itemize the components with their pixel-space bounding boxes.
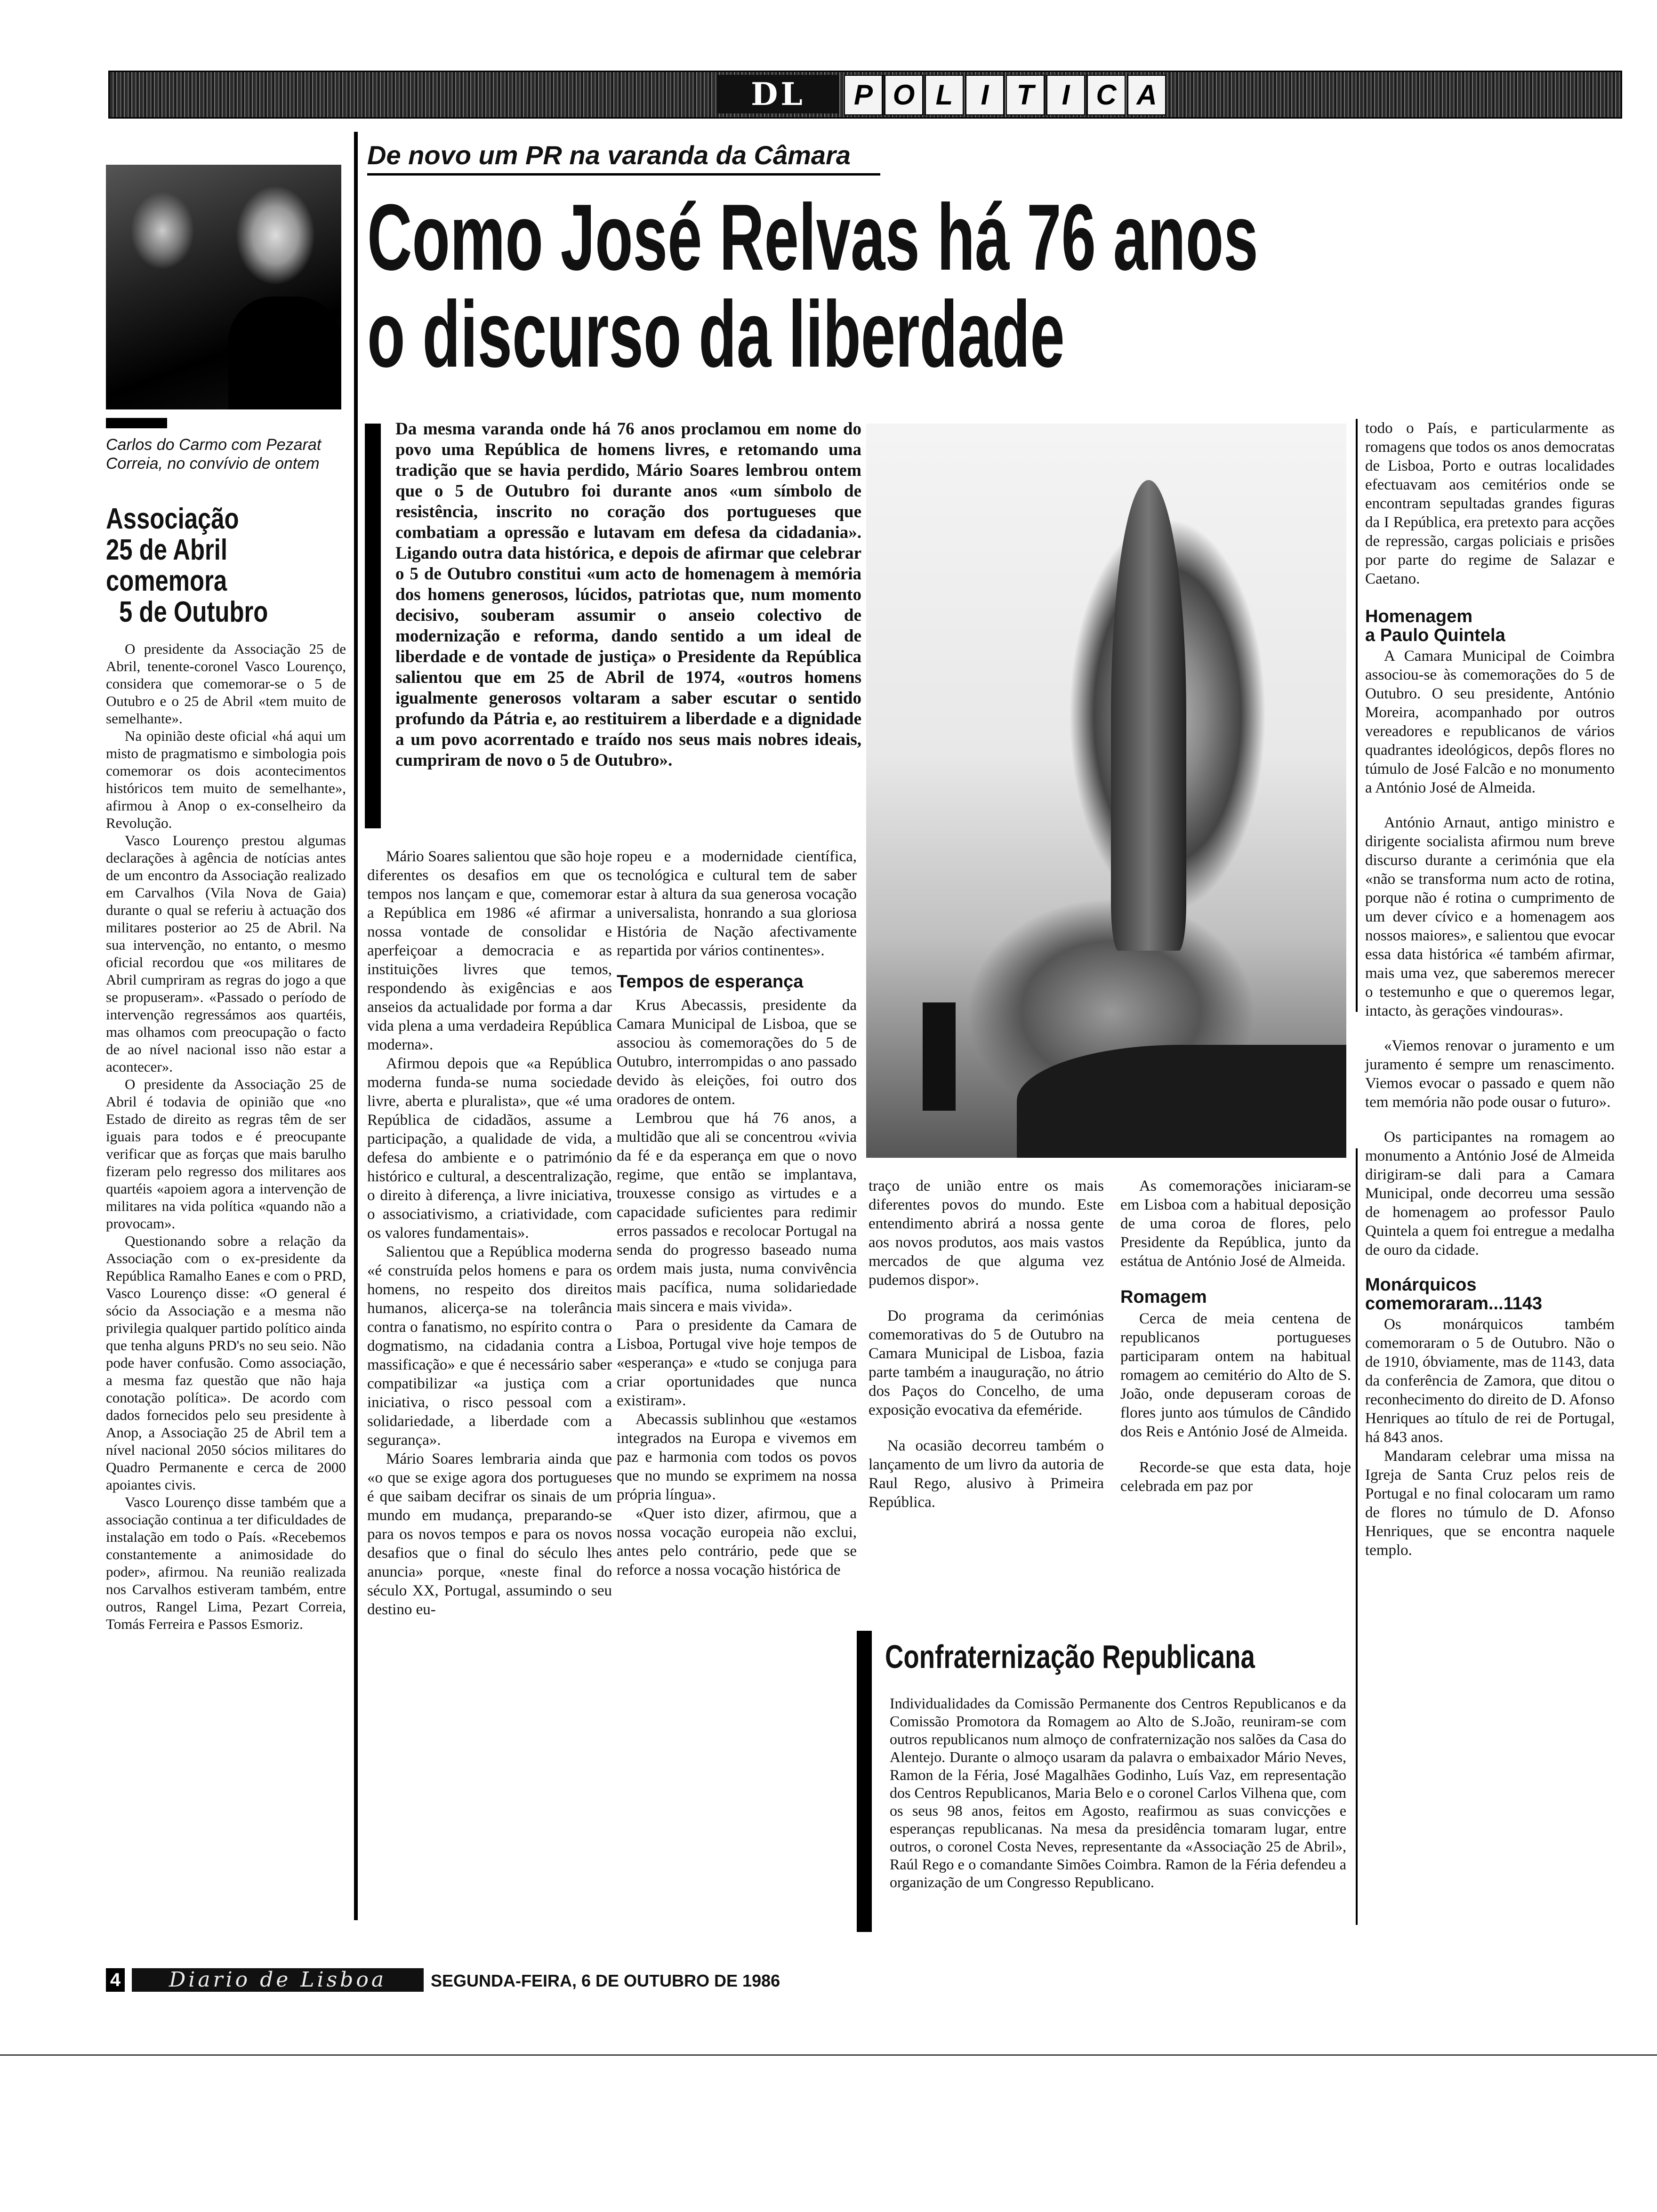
column-rule — [354, 132, 358, 1920]
subheading: Tempos de esperança — [617, 972, 804, 992]
paragraph: Do programa da cerimónias comemorativas do 5 de Outubro na Camara Municipal de Lisboa, fazia parte também a inauguração, no átrio dos Paços do Concelho, de uma exposição evocativa da efeméride. — [869, 1307, 1104, 1419]
section-letter: O — [885, 75, 923, 115]
paragraph: Questionando sobre a relação da Associação com o ex-presidente da República Ramalho Eanes e com o PRD, Vasco Lourenço disse: «O general é sócio da Associação e a mesma não privilegia qualquer partido político ainda que tenha alguns PRD's no seu seio. Não pode haver confusão. Como associação, a mesma faz questão que não haja conotação política». De acordo com dados fornecidos pelo seu presidente à Anop, a Associação 25 de Abril tem a nível nacional 2050 sócios militares do Quadro Permanente e cerca de 2000 apoiantes civis. — [106, 1233, 346, 1493]
subheading: Romagem — [1120, 1287, 1207, 1307]
paragraph: Afirmou depois que «a República moderna funda-se numa sociedade livre, aberta e pluralista», que «é uma República de cidadãos, assume a participação, a qualidade de vida, a defesa do ambiente e o património histórico e cultural, a descentralização, o direito à diferença, a livre iniciativa, o associativismo, a criatividade, com os valores fundamentais». — [367, 1055, 612, 1242]
page-number: 4 — [106, 1968, 125, 1992]
paragraph: As comemorações iniciaram-se em Lisboa com a habitual deposição de uma coroa de flores, pelo Presidente da República, junto da estátua de António José de Almeida. — [1120, 1178, 1351, 1270]
box-bar — [857, 1631, 872, 1932]
headline-line-1: Como José Relvas há 76 anos — [367, 185, 1258, 290]
column-rule — [1356, 419, 1358, 1012]
paper-name: Diario de Lisboa — [132, 1968, 424, 1992]
issue-date: SEGUNDA-FEIRA, 6 DE OUTUBRO DE 1986 — [431, 1971, 780, 1990]
subheading: Homenagem — [1365, 607, 1473, 626]
paragraph: António Arnaut, antigo ministro e dirigente socialista afirmou num breve discurso durante a cerimónia que ela «não se transforma num acto de rotina, porque não é rotina o cumprimento de um dever cívico e a homenagem aos nossos maiores», e salientou que evocar essa data histórica «é também afirmar, mais uma vez, que saberemos merecer o testemunho e que o queremos legar, intacto, às gerações vindouras». — [1365, 814, 1615, 1019]
sidebar-title-line: 25 de Abril — [106, 534, 228, 566]
photo-carlos-do-carmo — [106, 165, 341, 409]
headline-line-2: o discurso da liberdade — [367, 282, 1065, 387]
paragraph: Recorde-se que esta data, hoje celebrada em paz por — [1120, 1459, 1351, 1495]
subheading: Monárquicos — [1365, 1275, 1477, 1295]
sidebar-title-line: Associação — [106, 503, 239, 535]
section-letter: C — [1087, 75, 1126, 115]
paragraph: A Camara Municipal de Coimbra associou-se às comemorações do 5 de Outubro. O seu presidente, António Moreira, acompanhado por outros vereadores e republicanos de vários quadrantes ideológicos, depôs flores no túmulo de José Falcão e no monumento a António José de Almeida. — [1365, 648, 1615, 796]
paragraph: ropeu e a modernidade científica, tecnológica e cultural tem de saber estar à altura da sua generosa vocação universalista, honrando a sua gloriosa História de Nação afectivamente repartida por vários continentes». — [617, 848, 857, 959]
paragraph: Vasco Lourenço prestou algumas declarações à agência de notícias antes de um encontro da Associação realizado em Carvalhos (Vila Nova de Gaia) durante o qual se referiu à actuação dos militares posterior ao 25 de Abril. Na sua intervenção, no entanto, o mesmo oficial recordou que «os militares de Abril cumpriram as regras do jogo a que se propuseram». «Passado o período de intervenção regressámos aos quartéis, mas olhamos com preocupação o facto de ao nível nacional isso não estar a acontecer». — [106, 832, 346, 1075]
subheading: comemoraram...1143 — [1365, 1294, 1543, 1314]
paragraph: Os monárquicos também comemoraram o 5 de Outubro. Não o de 1910, óbviamente, mas de 1143, data da conferência de Zamora, que ditou o reconhecimento do direito de D. Afonso Henriques ao título de rei de Portugal, há 843 anos. — [1365, 1316, 1615, 1446]
paragraph: Na ocasião decorreu também o lançamento de um livro da autoria de Raul Rego, alusivo à Primeira República. — [869, 1437, 1104, 1511]
sidebar-title-line: comemora — [106, 565, 227, 597]
section-letter: T — [1006, 75, 1045, 115]
page-bottom-rule — [0, 2054, 1657, 2056]
paragraph: Salientou que a República moderna «é construída pelos homens e para os homens, no respeito dos direitos humanos, alicerça-se na tolerância contra o fanatismo, no espírito contra o dogmatismo, na cidadania contra a massificação» e que é necessário saber compatibilizar «a justiça com a iniciativa, o risco pessoal com a solidariedade, a liberdade com a segurança». — [367, 1243, 612, 1449]
paragraph: traço de união entre os mais diferentes povos do mundo. Este entendimento abrirá a nossa gente aos novos produtos, aos mais vastos mercados de que alguma vez pudemos dispor». — [869, 1178, 1104, 1289]
paragraph: «Quer isto dizer, afirmou, que a nossa vocação europeia não exclui, antes pelo contrário, pede que se reforce a nossa vocação histórica de — [617, 1505, 857, 1579]
paragraph: Mandaram celebrar uma missa na Igreja de Santa Cruz pelos reis de Portugal e no final colocaram um ramo de flores no túmulo de D. Afonso Henriques, que se encontra naquele templo. — [1365, 1448, 1615, 1559]
article-column-a — [367, 847, 612, 1619]
paragraph: Os participantes na romagem ao monumento a António José de Almeida dirigiram-se dali para a Camara Municipal, onde decorreu uma sessão de homenagem ao professor Paulo Quintela a quem foi entregue a medalha de ouro da cidade. — [1365, 1129, 1615, 1258]
section-title — [844, 75, 1168, 113]
sidebar-title-line: 5 de Outubro — [119, 596, 268, 628]
paragraph: Vasco Lourenço disse também que a associação continua a ter dificuldades de instalação em todo o País. «Recebemos constantemente a animosidade do poder», afirmou. Na reunião realizada nos Carvalhos estiveram também, entre outros, Rangel Lima, Pezart Correia, Tomás Ferreira e Passos Esmoriz. — [106, 1494, 346, 1632]
article-column-b — [617, 847, 857, 1579]
paragraph: «Viemos renovar o juramento e um juramento é sempre um renascimento. Viemos evocar o passado e quem não tem memória não pode ousar o futuro». — [1365, 1037, 1615, 1111]
paragraph: Abecassis sublinhou que «estamos integrados na Europa e vivemos em paz e harmonia com todos os povos que no mundo se exprimem na nossa própria língua». — [617, 1411, 857, 1503]
section-letter: I — [1046, 75, 1085, 115]
photo-caption: Carlos do Carmo com Pezarat Correia, no convívio de ontem — [106, 436, 322, 473]
paragraph: Na opinião deste oficial «há aqui um misto de pragmatismo e simbologia pois comemorar os dois acontecimentos históricos tem muito de semelhante», afirmou à Anop o ex-conselheiro da Revolução. — [106, 728, 346, 831]
kicker-rule — [367, 173, 880, 176]
paragraph: O presidente da Associação 25 de Abril é todavia de opinião que «no Estado de direito as regras têm de ser iguais para todos e é preocupante verificar que as forças que mais barulho fizeram pelo regresso dos militares aos quartéis «apoiem agora a intervenção de militares na vida política «quando não a provocam». — [106, 1076, 346, 1232]
box-title-text: Confraternização Republicana — [885, 1638, 1255, 1675]
article-column-e — [1365, 419, 1615, 1560]
paragraph: Krus Abecassis, presidente da Camara Municipal de Lisboa, que se associou às comemorações do 5 de Outubro, interrompidas o ano passado devido às eleições, foi outro dos oradores de ontem. — [617, 997, 857, 1108]
paragraph: Cerca de meia centena de republicanos portugueses participaram ontem na habitual romagem ao cemitério do Alto de S. João, onde depuseram coroas de flores junto aos túmulos de Cândido dos Reis e António José de Almeida. — [1120, 1310, 1351, 1440]
paragraph: todo o País, e particularmente as romagens que todos os anos democratas de Lisboa, Porto e outras localidades efectuavam aos cemitérios onde se encontram sepultadas grandes figuras da I República, era pretexto para acções de repressão, cargas policiais e prisões por parte do regime de Salazar e Caetano. — [1365, 420, 1615, 587]
section-letter: P — [844, 75, 883, 115]
sidebar-article — [106, 640, 346, 1633]
paragraph: Para o presidente da Camara de Lisboa, Portugal vive hoje tempos de «esperança» e «tudo se conjuga para criar oportunidades que nunca existiram». — [617, 1317, 857, 1409]
kicker: De novo um PR na varanda da Câmara — [367, 140, 851, 170]
section-letter: A — [1127, 75, 1166, 115]
article-column-d — [1120, 1177, 1351, 1496]
paragraph: Lembrou que há 76 anos, a multidão que ali se concentrou «vivia da fé e da esperança em que o novo regime, que então se implantava, trouxesse consigo as virtudes e a capacidade suficientes para redimir erros passados e recolocar Portugal na senda do progresso baseado numa ordem mais justa, numa convivência mais pacífica, numa solidariedade mais sincera e mais vivida». — [617, 1110, 857, 1315]
paragraph: Mário Soares salientou que são hoje diferentes os desafios em que os tempos nos lançam e que, comemorar a República em 1986 «é afirmar a nossa vontade de consolidar e aperfeiçoar a democracia e as instituições livres que temos, respondendo às exigências e aos anseios da actualidade por forma a dar vida plena a uma verdadeira República moderna». — [367, 848, 612, 1053]
section-banner — [108, 71, 1622, 119]
paragraph: Mário Soares lembraria ainda que «o que se exige agora dos portugueses é que saibam decifrar os sinais de um mundo em mudança, preparando-se para os novos tempos e para os novos desafios que o final do século lhes anuncia» porque, «neste final do século XX, Portugal, assumindo o seu destino eu- — [367, 1451, 612, 1618]
box-title — [885, 1638, 1351, 1675]
photo-statue-ceremony — [866, 424, 1346, 1158]
paper-logo: DL — [717, 75, 839, 113]
subheading: a Paulo Quintela — [1365, 625, 1505, 645]
box-text: Individualidades da Comissão Permanente dos Centros Republicanos e da Comissão Promotora da Romagem ao Alto de S.João, reuniram-se com outros republicanos num almoço de confraternização nos salões da Casa do Alentejo. Durante o almoço usaram da palavra o embaixador Mário Neves, Ramon de la Féria, José Magalhães Godinho, Luís Vaz, em representação dos Centros Republicanos, Maria Belo e o coronel Carlos Vilhena que, com os seus 98 anos, feitos em Agosto, reafirmou as suas convicções e esperanças republicanas. Na mesa da presidência tomaram lugar, entre outros, o coronel Costa Neves, representante da «Associação 25 de Abril», Raúl Rego e o comandante Simões Coimbra. Ramon de la Féria defendeu a organização de um Congresso Republicano. — [890, 1695, 1346, 1891]
lead-paragraph: Da mesma varanda onde há 76 anos proclamou em nome do povo uma República de homens livres, e retomando uma tradição que se havia perdido, Mário Soares lembrou ontem que o 5 de Outubro foi durante anos «um símbolo de resistência, inscrito no coração dos portugueses que combatiam a opressão e lutavam em defesa da cidadania». Ligando outra data histórica, e depois de afirmar que celebrar o 5 de Outubro constitui «um acto de homenagem à memória dos homens generosos, lúcidos, patriotas que, num momento decisivo, souberam assumir o anseio colectivo de modernização e reforma, dando sentido a um ideal de liberdade e de vontade de justiça» o Presidente da República salientou que em 25 de Abril de 1974, «outros homens igualmente generosos voltaram a saber escutar o sentido profundo da Pátria e, ao restituirem a liberdade e a dignidade a um povo acorrentado e traído nos seus mais nobres ideais, cumpriram de novo o 5 de Outubro». — [395, 419, 861, 770]
article-column-c — [869, 1177, 1104, 1512]
section-letter: L — [925, 75, 964, 115]
paragraph: O presidente da Associação 25 de Abril, tenente-coronel Vasco Lourenço, considera que comemorar-se o 5 de Outubro e o 25 de Abril «tem muito de semelhante». — [106, 641, 346, 727]
column-rule — [1356, 1148, 1358, 1925]
lead-bar — [365, 424, 381, 828]
sidebar-title — [106, 504, 346, 628]
section-letter: I — [965, 75, 1004, 115]
caption-marker — [106, 418, 167, 428]
headline — [367, 185, 1591, 387]
